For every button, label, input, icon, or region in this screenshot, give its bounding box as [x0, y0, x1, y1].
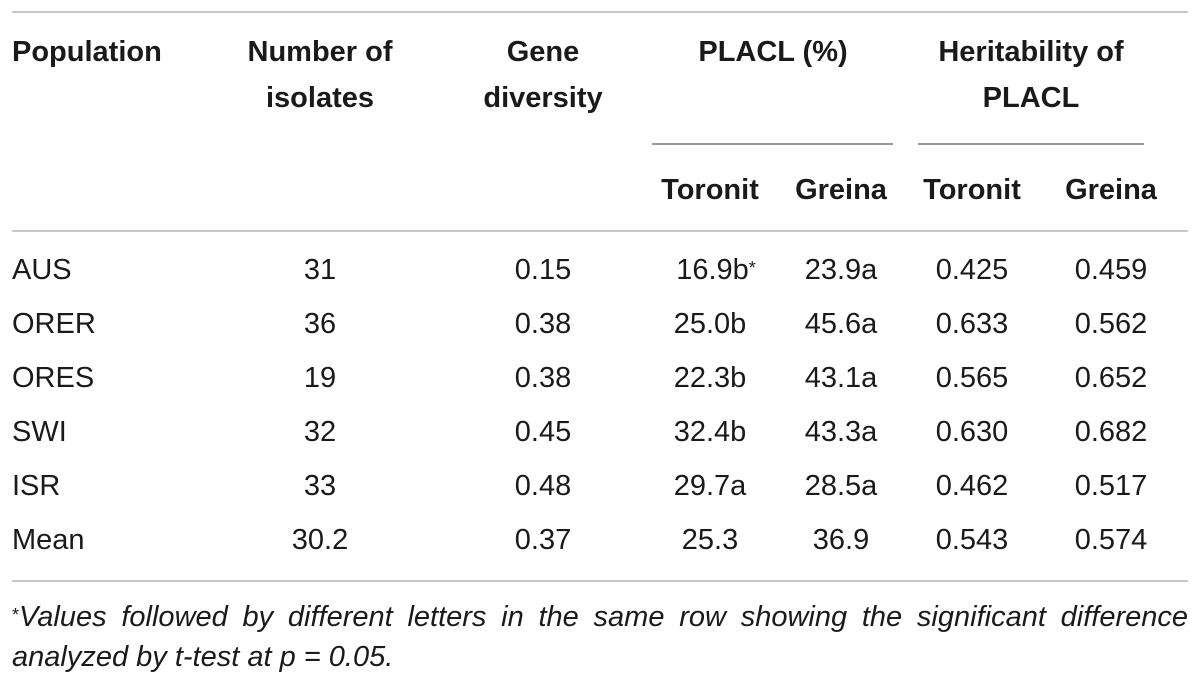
- cell-placl-greina: 23.9a: [804, 254, 878, 286]
- top-rule: [12, 11, 1188, 13]
- cell-population: Mean: [12, 524, 85, 556]
- cell-gene-diversity: 0.38: [514, 362, 572, 394]
- cell-isolates: 36: [303, 308, 337, 340]
- cell-isolates: 31: [303, 254, 337, 286]
- cell-herit-toronit: 0.630: [935, 416, 1009, 448]
- cell-herit-greina: 0.574: [1074, 524, 1148, 556]
- cell-placl-toronit: 29.7a: [673, 470, 747, 502]
- cell-placl-toronit: [676, 253, 756, 287]
- bottom-rule: [12, 580, 1188, 582]
- cell-placl-toronit-value: 16.9b: [676, 254, 749, 286]
- cell-herit-greina: 0.562: [1074, 308, 1148, 340]
- cell-gene-diversity: 0.45: [514, 416, 572, 448]
- cell-gene-diversity: 0.38: [514, 308, 572, 340]
- header-heritability-line1: Heritability of: [938, 36, 1124, 68]
- cell-placl-greina: 43.3a: [804, 416, 878, 448]
- cell-herit-toronit: 0.565: [935, 362, 1009, 394]
- header-gene-line2: diversity: [483, 82, 603, 114]
- cell-herit-toronit: 0.425: [935, 254, 1009, 286]
- header-isolates-line2: isolates: [266, 82, 374, 114]
- header-placl: PLACL (%): [698, 36, 848, 68]
- cell-placl-greina: 36.9: [812, 524, 870, 556]
- cell-placl-greina: 43.1a: [804, 362, 878, 394]
- cell-placl-greina: 45.6a: [804, 308, 878, 340]
- cell-population: ISR: [12, 470, 61, 502]
- header-heritability-line2: PLACL: [982, 82, 1080, 114]
- cell-isolates: 19: [303, 362, 337, 394]
- cell-population: SWI: [12, 416, 67, 448]
- subheader-placl-toronit: Toronit: [661, 174, 759, 206]
- cell-population: ORER: [12, 308, 96, 340]
- cell-gene-diversity: 0.48: [514, 470, 572, 502]
- subheader-herit-toronit: Toronit: [923, 174, 1021, 206]
- cell-placl-toronit: 32.4b: [673, 416, 747, 448]
- table-footnote: [12, 597, 1188, 677]
- cell-population: AUS: [12, 254, 72, 286]
- subheader-placl-greina: Greina: [795, 174, 887, 206]
- cell-gene-diversity: 0.37: [514, 524, 572, 556]
- cell-herit-greina: 0.652: [1074, 362, 1148, 394]
- cell-isolates: 33: [303, 470, 337, 502]
- footnote-mark: *: [12, 605, 20, 625]
- subheader-herit-greina: Greina: [1065, 174, 1157, 206]
- cell-herit-toronit: 0.633: [935, 308, 1009, 340]
- cell-herit-toronit: 0.462: [935, 470, 1009, 502]
- placl-group-rule: [652, 143, 893, 145]
- footnote-text: Values followed by different letters in the same row showing the significant difference analyzed by t-test at p = 0.05.: [12, 601, 1188, 673]
- cell-herit-greina: 0.517: [1074, 470, 1148, 502]
- cell-placl-toronit: 22.3b: [673, 362, 747, 394]
- header-isolates-line1: Number of: [247, 36, 393, 68]
- cell-herit-toronit: 0.543: [935, 524, 1009, 556]
- header-gene-line1: Gene: [506, 36, 580, 68]
- header-population: Population: [12, 36, 162, 68]
- cell-herit-greina: 0.682: [1074, 416, 1148, 448]
- cell-population: ORES: [12, 362, 95, 394]
- cell-placl-toronit: 25.3: [681, 524, 739, 556]
- cell-gene-diversity: 0.15: [514, 254, 572, 286]
- cell-isolates: 30.2: [291, 524, 349, 556]
- cell-placl-toronit: 25.0b: [673, 308, 747, 340]
- heritability-group-rule: [918, 143, 1144, 145]
- cell-herit-greina: 0.459: [1074, 254, 1148, 286]
- footnote-marker: *: [748, 258, 756, 278]
- header-rule: [12, 230, 1188, 232]
- cell-isolates: 32: [303, 416, 337, 448]
- cell-placl-greina: 28.5a: [804, 470, 878, 502]
